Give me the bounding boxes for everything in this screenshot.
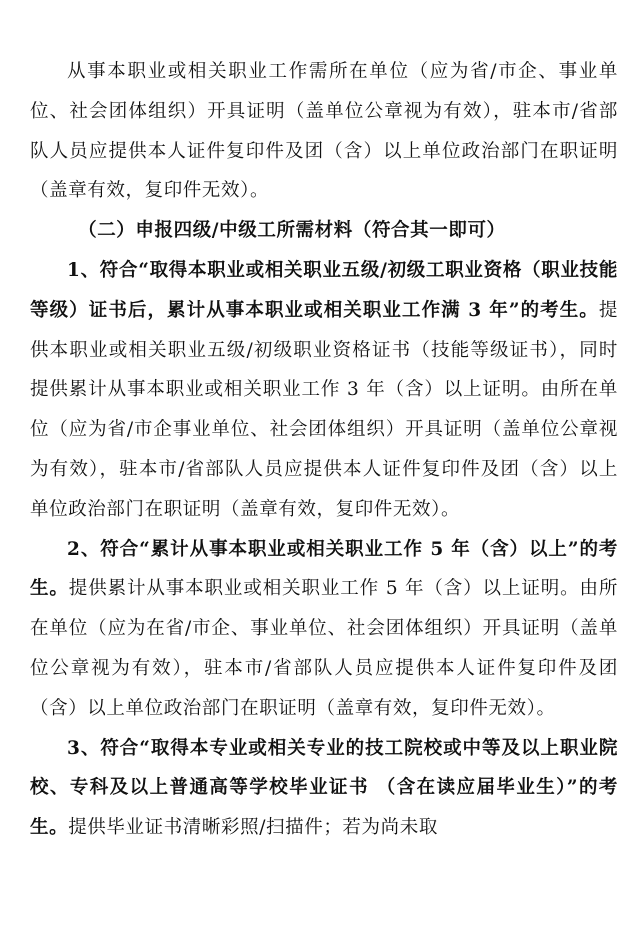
section-heading: （二）申报四级/中级工所需材料（符合其一即可） xyxy=(78,220,506,242)
item-lead: 1、符合“取得本职业或相关职业五级/初级工职业资格（职业技能等级）证书后，累计从事本职业或相关职业工作满 3 年”的考生。 xyxy=(30,259,618,321)
item-body: 提供本职业或相关职业五级/初级职业资格证书（技能等级证书），同时提供累计从事本职业或相关职业工作 3 年（含）以上证明。由所在单位（应为省/市企事业单位、社会团体组织）开具证明（盖单位公章视为有效），驻本市/省部队人员应提供本人证件复印件及团（含）以上单位政治部门在职证明（盖章有效，复印件无效）。 xyxy=(30,299,618,520)
document-page xyxy=(30,52,618,848)
item-lead: 2、符合“累计从事本职业或相关职业工作 5 年（含）以上”的考生。 xyxy=(30,538,618,600)
item-lead: 3、符合“取得本专业或相关专业的技工院校或中等及以上职业院校、专科及以上普通高等学校毕业证书 （含在读应届毕业生）”的考生。 xyxy=(30,737,618,839)
list-item xyxy=(30,729,618,848)
item-body: 提供毕业证书清晰彩照/扫描件；若为尚未取 xyxy=(68,817,438,839)
item-body: 提供累计从事本职业或相关职业工作 5 年（含）以上证明。由所在单位（应为在省/市企、事业单位、社会团体组织）开具证明（盖单位公章视为有效），驻本市/省部队人员应提供本人证件复印件及团（含）以上单位政治部门在职证明（盖章有效，复印件无效）。 xyxy=(30,578,618,719)
list-item xyxy=(30,530,618,729)
list-item xyxy=(30,251,618,530)
intro-paragraph: 从事本职业或相关职业工作需所在单位（应为省/市企、事业单位、社会团体组织）开具证明（盖单位公章视为有效），驻本市/省部队人员应提供本人证件复印件及团（含）以上单位政治部门在职证明（盖章有效，复印件无效）。 xyxy=(30,61,618,202)
